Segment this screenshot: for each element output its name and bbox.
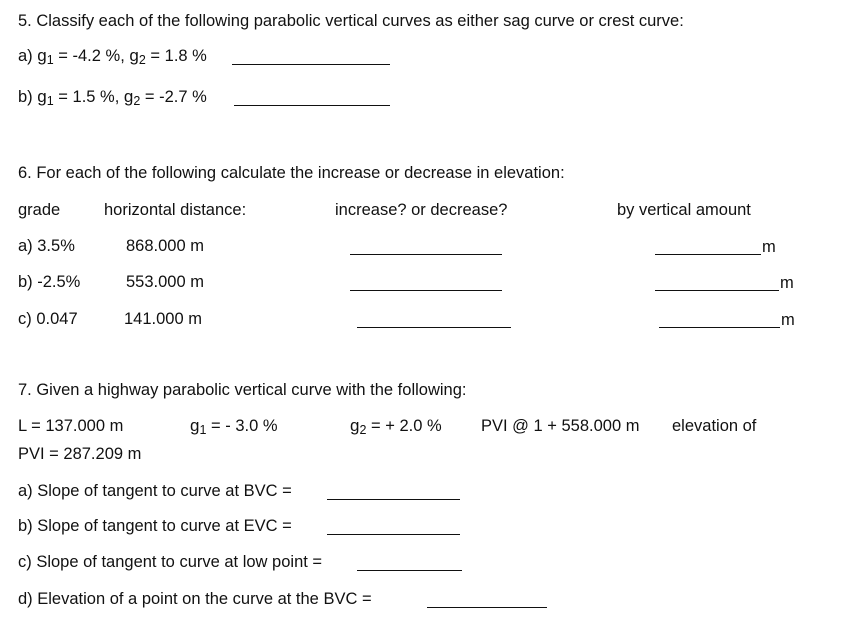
q6a-grade: a) 3.5%	[18, 237, 75, 255]
q7-g2: $g_2$ = + 2.0 %	[350, 416, 442, 437]
q6-header-grade: grade	[18, 201, 61, 219]
q6-header-distance: horizontal distance:	[104, 201, 247, 219]
q7c-text: c) Slope of tangent to curve at low point =	[18, 553, 323, 571]
q6a-unit: m	[762, 238, 776, 256]
q7b-text: b) Slope of tangent to curve at EVC =	[18, 517, 292, 535]
q7a-text: a) Slope of tangent to curve at BVC =	[18, 482, 292, 500]
q6-header-change: increase? or decrease?	[335, 201, 508, 219]
q5a-g1: -4.2 %,	[72, 47, 125, 65]
q5b-g1: 1.5 %,	[72, 88, 120, 106]
q6b-unit: m	[780, 274, 794, 292]
q6c-change-blank[interactable]	[357, 327, 511, 328]
q5a-text: a) $g_1 = -4.2$ %, $g_2 = 1.8$ %	[18, 46, 207, 67]
q7-prompt: 7. Given a highway parabolic vertical curve with the following:	[18, 381, 467, 399]
q5b-text: b) $g_1 = 1.5$ %, $g_2 = -2.7$ %	[18, 87, 207, 108]
q7-g1-value: = - 3.0 %	[211, 417, 278, 435]
q6-header-amount: by vertical amount	[617, 201, 751, 219]
q7-pvi-elevation: PVI = 287.209 m	[18, 445, 142, 463]
q5a-g2: 1.8 %	[164, 47, 207, 65]
q6a-distance: 868.000 m	[126, 237, 204, 255]
q7-g1: $g_1$ = - 3.0 %	[190, 416, 278, 437]
q6c-distance: 141.000 m	[124, 310, 202, 328]
q5b-g2: -2.7 %	[159, 88, 207, 106]
q6c-grade: c) 0.047	[18, 310, 78, 328]
q6b-grade: b) -2.5%	[18, 273, 81, 291]
q5b-label: b)	[18, 88, 33, 106]
q6a-amount-blank[interactable]	[655, 254, 761, 255]
q6b-amount-blank[interactable]	[655, 290, 779, 291]
q7a-answer-blank[interactable]	[327, 499, 460, 500]
q7c-answer-blank[interactable]	[357, 570, 462, 571]
q5a-answer-blank[interactable]	[232, 64, 390, 65]
q6a-change-blank[interactable]	[350, 254, 502, 255]
q6b-change-blank[interactable]	[350, 290, 502, 291]
q5a-label: a)	[18, 47, 33, 65]
q6-prompt: 6. For each of the following calculate the increase or decrease in elevation:	[18, 164, 565, 182]
q5b-answer-blank[interactable]	[234, 105, 390, 106]
q7-elevation-of: elevation of	[672, 417, 757, 435]
q6b-distance: 553.000 m	[126, 273, 204, 291]
q6c-amount-blank[interactable]	[659, 327, 780, 328]
q5-prompt: 5. Classify each of the following parabolic vertical curves as either sag curve or crest curve:	[18, 12, 684, 30]
q7d-answer-blank[interactable]	[427, 607, 547, 608]
q7-length: L = 137.000 m	[18, 417, 124, 435]
q7b-answer-blank[interactable]	[327, 534, 460, 535]
q6c-unit: m	[781, 311, 795, 329]
q7-pvi-station: PVI @ 1 + 558.000 m	[481, 417, 640, 435]
q7-g2-value: = + 2.0 %	[371, 417, 442, 435]
q7d-text: d) Elevation of a point on the curve at the BVC =	[18, 590, 372, 608]
